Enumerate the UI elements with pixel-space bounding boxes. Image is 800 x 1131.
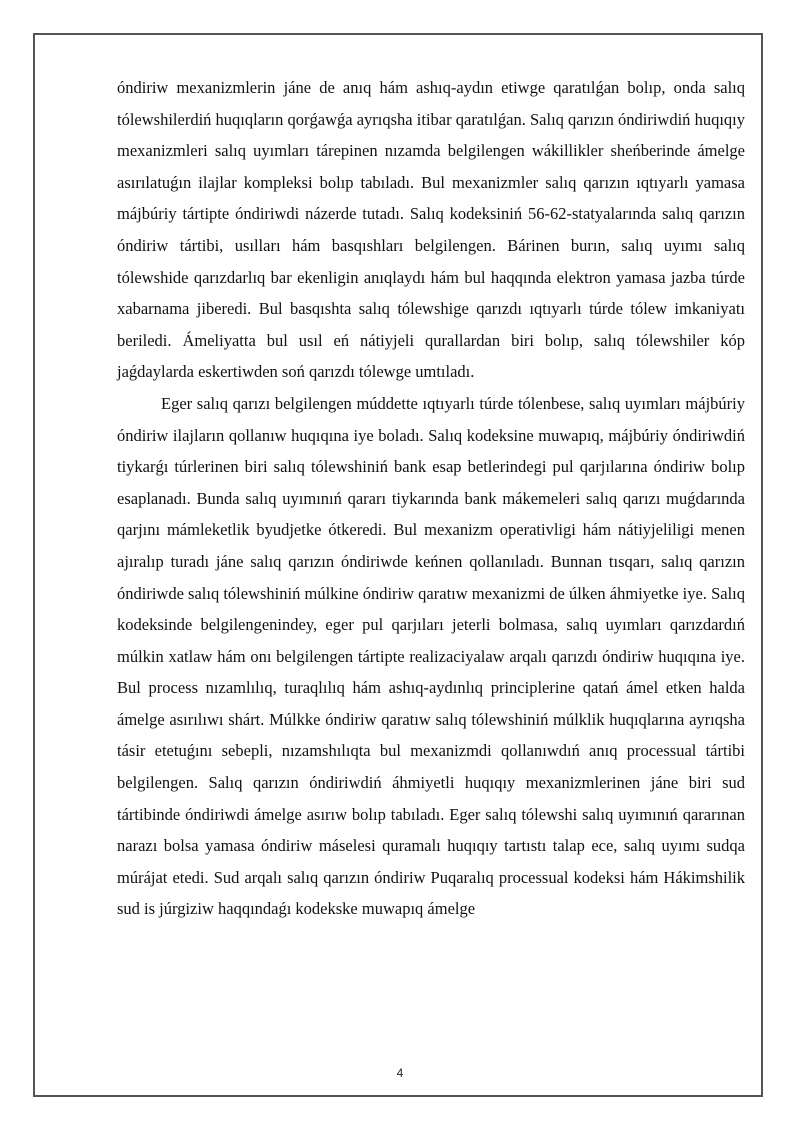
paragraph-2: Eger salıq qarızı belgilengen múddette ıqtıyarlı túrde tólenbese, salıq uyımları májbúriy óndiriw ilajların qollanıw huqıqına iye boladı. Salıq kodeksine muwapıq, májbúriy óndiriwdiń tiykarǵı túrlerinen biri salıq tólewshiniń bank esap betlerindegi pul qarjılarına óndiriw bolıp esaplanadı. Bunda salıq uyımınıń qararı tiykarında bank mákemeleri salıq qarızı muǵdarında qarjını mámleketlik byudjetke ótkeredi. Bul mexanizm operativligi hám nátiyjeliligi menen ajıralıp turadı jáne salıq qarızın óndiriwde keńnen qollanıladı. Bunnan tısqarı, salıq qarızın óndiriwde salıq tólewshiniń múlkine óndiriw qaratıw mexanizmi de úlken áhmiyetke iye. Salıq kodeksinde belgilengenindey, eger pul qarjıları jeterli bolmasa, salıq uyımları qarızdardıń múlkin xatlaw hám onı belgilengen tártipte realizaciyalaw arqalı qarızdı óndiriw huqıqına iye. Bul process nızamlılıq, turaqlılıq hám ashıq-aydınlıq principlerine qatań ámel etken halda ámelge asırılıwı shárt. Múlkke óndiriw qaratıw salıq tólewshiniń múlklik huqıqlarına ayrıqsha tásir etetuǵını sebepli, nızamshılıqta bul mexanizmdi qollanıwdıń anıq processual tártibi belgilengen. Salıq qarızın óndiriwdiń áhmiyetli huqıqıy mexanizmlerinen jáne biri sud tártibinde óndiriwdi ámelge asırıw bolıp tabıladı. Eger salıq tólewshi salıq uyımınıń qararınan narazı bolsa yamasa óndiriw máselesi quramalı huqıqıy tartıstı talap ece, salıq uyımı sudqa múrájat etedi. Sud arqalı salıq qarızın óndiriw Puqaralıq processual kodeksi hám Hákimshilik sud is júrgiziw haqqındaǵı kodekske muwapıq ámelge: [117, 393, 745, 919]
paragraph-1: óndiriw mexanizmlerin jáne de anıq hám ashıq-aydın etiwge qaratılǵan bolıp, onda salıq tólewshilerdiń huqıqların qorǵawǵa ayrıqsha itibar qaratılǵan. Salıq qarızın óndiriwdiń huqıqıy mexanizmleri salıq uyımları tárepinen nızamda belgilengen wákillikler sheńberinde ámelge asırılatuǵın ilajlar kompleksi bolıp tabıladı. Bul mexanizmler salıq qarızın ıqtıyarlı yamasa májbúriy tártipte óndiriwdi názerde tutadı. Salıq kodeksiniń 56-62-statyalarında salıq qarızın óndiriw tártibi, usılları hám basqıshları belgilengen. Bárinen burın, salıq uyımı salıq tólewshide qarızdarlıq bar ekenligin anıqlaydı hám bul haqqında elektron yamasa jazba túrde xabarnama jiberedi. Bul basqıshta salıq tólewshige qarızdı ıqtıyarlı túrde tólew imkaniyatı beriledi. Ámeliyatta bul usıl eń nátiyjeli qurallardan biri bolıp, salıq tólewshiler kóp jaǵdaylarda eskertiwden soń qarızdı tólewge umtıladı.: [117, 78, 745, 382]
document-body: [117, 72, 745, 925]
page-number: 4: [396, 1066, 404, 1080]
